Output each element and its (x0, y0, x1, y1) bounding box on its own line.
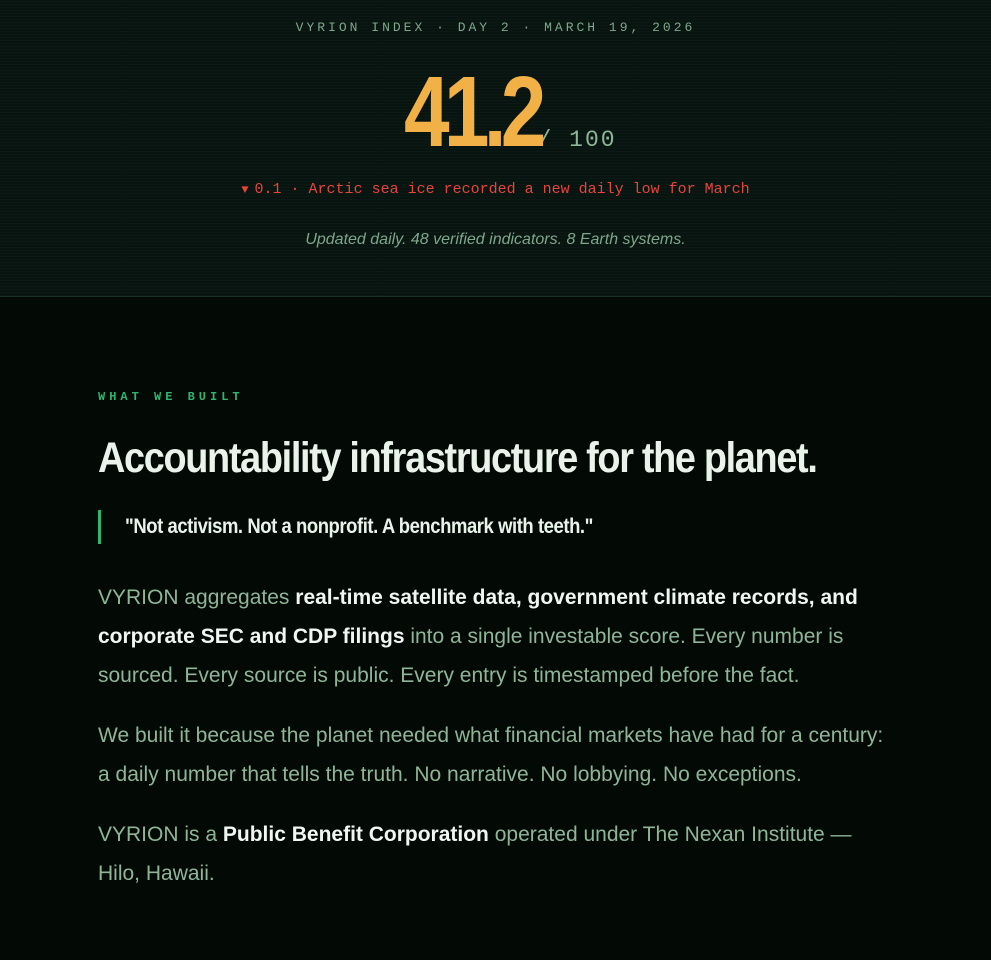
alert-text: 0.1 · Arctic sea ice recorded a new daily low for March (254, 181, 750, 198)
score-display (0, 56, 991, 168)
pull-quote (98, 510, 898, 544)
p3-lead: VYRION is a (98, 823, 223, 846)
index-kicker: VYRION INDEX · DAY 2 · MARCH 19, 2026 (295, 20, 696, 35)
score-max: / 100 (537, 127, 617, 153)
paragraph-why: We built it because the planet needed what financial markets have had for a century: a daily number that tells the truth. No narrative. No lobbying. No exceptions. (98, 724, 884, 786)
p3-rest: operated under The Nexan Institute — Hilo, Hawaii. (98, 823, 852, 885)
down-arrow-icon: ▼ (241, 183, 249, 197)
p1-rest: into a single investable score. Every number is sourced. Every source is public. Every entry is timestamped before the fact. (98, 625, 844, 687)
section-eyebrow: WHAT WE BUILT (98, 390, 244, 404)
section-headline: Accountability infrastructure for the planet. (98, 434, 817, 482)
p1-highlight: real-time satellite data, government climate records, and corporate SEC and CDP filings (98, 586, 858, 648)
what-we-built-section (98, 390, 898, 893)
update-note: Updated daily. 48 verified indicators. 8 Earth systems. (305, 231, 686, 248)
p1-lead: VYRION aggregates (98, 586, 296, 609)
paragraph-aggregates (98, 578, 898, 695)
daily-change-alert (0, 181, 991, 198)
hero-banner (0, 0, 991, 297)
p3-highlight: Public Benefit Corporation (222, 823, 489, 846)
index-score: 41.2 (404, 56, 542, 168)
paragraph-corporation (98, 815, 898, 893)
pull-quote-text: "Not activism. Not a nonprofit. A benchmark with teeth." (125, 515, 593, 538)
